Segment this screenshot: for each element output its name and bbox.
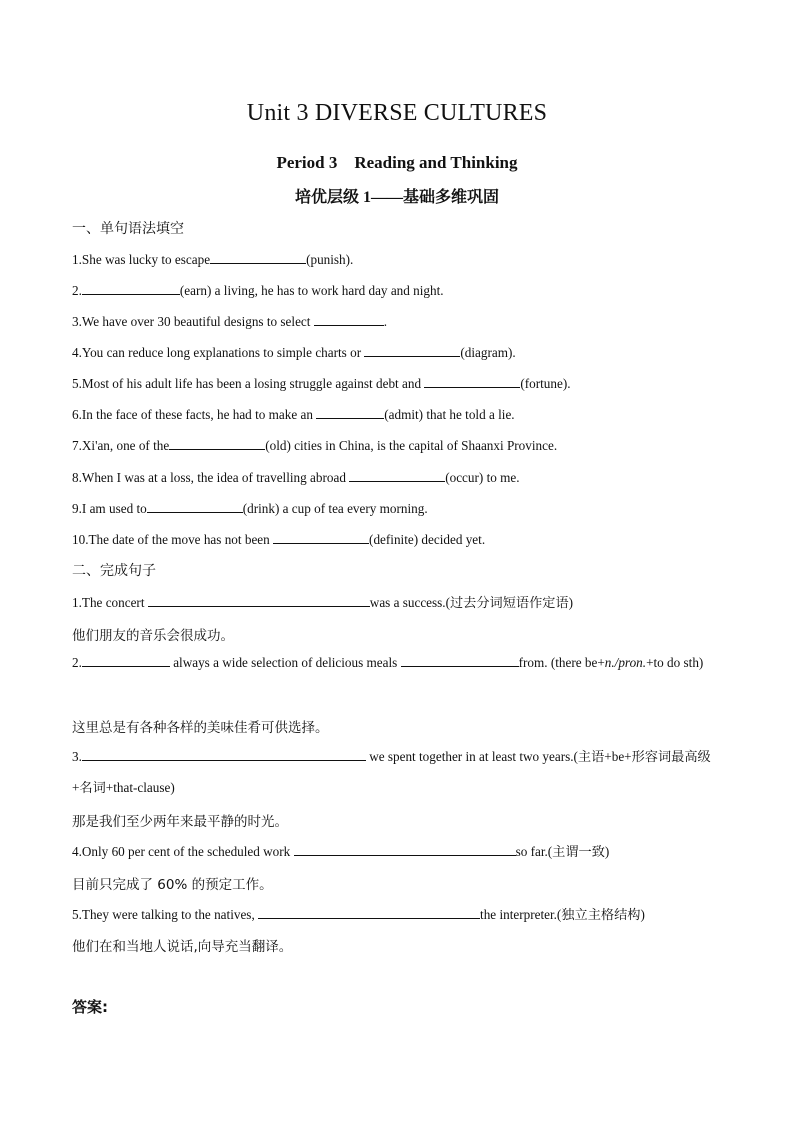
answer-blank: [424, 373, 520, 388]
chinese-translation: 他们在和当地人说话,向导充当翻译。: [72, 939, 293, 955]
answer-blank: [294, 841, 516, 856]
item-text: (diagram).: [460, 345, 516, 360]
sentence-item: [72, 741, 724, 803]
item-text: 3.: [72, 749, 82, 764]
item-text: 7.Xi'an, one of the: [72, 438, 170, 453]
section1-heading: 一、单句语法填空: [72, 221, 184, 237]
item-text: from. (there be+: [518, 655, 605, 670]
answer-blank: [349, 467, 445, 482]
item-text: 1.She was lucky to escape: [72, 252, 211, 267]
answer-blank: [273, 529, 369, 544]
item-text: (occur) to me.: [445, 470, 520, 485]
exercise-item: [72, 467, 724, 487]
item-text: always a wide selection of delicious meals: [169, 655, 401, 670]
page-title: Unit 3 DIVERSE CULTURES: [246, 100, 548, 126]
exercise-item: [72, 373, 724, 393]
answer-blank: [316, 404, 384, 419]
period-subtitle: Period 3 Reading and Thinking: [276, 153, 518, 172]
item-text: (definite) decided yet.: [369, 532, 486, 547]
answer-label: 答案:: [72, 998, 108, 1016]
chinese-translation: 目前只完成了 60% 的预定工作。: [72, 877, 273, 893]
exercise-item: [72, 280, 724, 300]
answer-blank: [314, 311, 384, 326]
section2-heading: 二、完成句子: [72, 563, 156, 579]
item-text: (drink) a cup of tea every morning.: [242, 501, 428, 516]
answer-blank: [148, 592, 370, 607]
item-text: 9.I am used to: [72, 501, 147, 516]
item-text: 1.The concert: [72, 595, 148, 610]
exercise-item: [72, 404, 724, 424]
item-text: the interpreter.(独立主格结构): [480, 907, 645, 922]
item-text: 8.When I was at a loss, the idea of travelling abroad: [72, 470, 350, 485]
sentence-item: [72, 592, 724, 612]
item-text: (fortune).: [520, 376, 571, 391]
answer-blank: [169, 435, 265, 450]
answer-blank: [82, 280, 180, 295]
item-text: 4.You can reduce long explanations to simple charts or: [72, 345, 365, 360]
item-text: 6.In the face of these facts, he had to make an: [72, 407, 317, 422]
exercise-item: [72, 498, 724, 518]
answer-blank: [258, 904, 480, 919]
item-text: (punish).: [306, 252, 354, 267]
exercise-item: [72, 529, 724, 549]
exercise-item: [72, 249, 724, 269]
item-text: so far.(主谓一致): [515, 844, 610, 859]
item-italic-text: n./pron.: [604, 655, 647, 670]
answer-blank: [364, 342, 460, 357]
answer-blank: [147, 498, 243, 513]
item-text: 10.The date of the move has not been: [72, 532, 274, 547]
answer-blank: [401, 652, 519, 667]
exercise-item: [72, 311, 724, 331]
sentence-item: [72, 904, 724, 924]
chinese-translation: 这里总是有各种各样的美味佳肴可供选择。: [72, 720, 329, 736]
sentence-item: [72, 841, 724, 861]
item-text: (admit) that he told a lie.: [384, 407, 515, 422]
chinese-translation: 他们朋友的音乐会很成功。: [72, 628, 234, 644]
item-text: .: [383, 314, 388, 329]
item-text: 5.Most of his adult life has been a losing struggle against debt and: [72, 376, 425, 391]
item-text: 2.: [72, 655, 82, 670]
item-text: 3.We have over 30 beautiful designs to select: [72, 314, 314, 329]
exercise-item: [72, 342, 724, 362]
item-text: was a success.(过去分词短语作定语): [369, 595, 574, 610]
item-text: (earn) a living, he has to work hard day and night.: [179, 283, 444, 298]
level-heading: 培优层级 1——基础多维巩固: [294, 189, 499, 206]
item-text: +to do sth): [646, 655, 704, 670]
item-text: (old) cities in China, is the capital of Shaanxi Province.: [265, 438, 558, 453]
item-text: we spent together in at least two years.(主语+be+形容词最高级+名词+that-clause): [72, 749, 711, 795]
answer-blank: [210, 249, 306, 264]
item-text: 5.They were talking to the natives,: [72, 907, 259, 922]
item-text: 2.: [72, 283, 82, 298]
sentence-item: [72, 647, 724, 678]
exercise-item: [72, 435, 724, 455]
chinese-translation: 那是我们至少两年来最平静的时光。: [72, 814, 288, 830]
answer-blank: [82, 746, 366, 761]
item-text: 4.Only 60 per cent of the scheduled work: [72, 844, 294, 859]
answer-blank: [82, 652, 170, 667]
